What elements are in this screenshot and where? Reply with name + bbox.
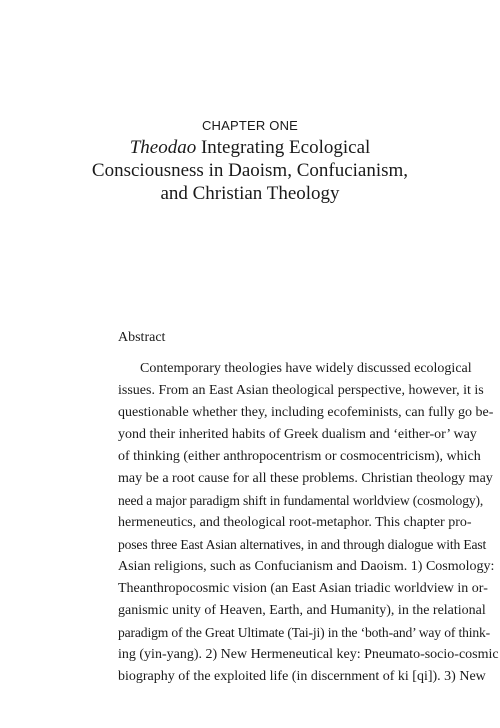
abstract-line: poses three East Asian alternatives, in and through dialogue with East: [118, 537, 487, 552]
chapter-title-text: Integrating Ecological: [196, 137, 371, 158]
abstract-line: biography of the exploited life (in discernment of ki [qi]). 3) New: [118, 669, 486, 684]
abstract-line: Asian religions, such as Confucianism and Daoism. 1) Cosmology:: [118, 559, 495, 574]
chapter-title-italic: Theodao: [129, 137, 197, 158]
abstract-line: may be a root cause for all these problems. Christian theology may: [118, 471, 493, 486]
abstract-line: questionable whether they, including ecofeminists, can fully go be-: [118, 405, 494, 420]
chapter-title-line: Consciousness in Daoism, Confucianism,: [91, 160, 409, 181]
abstract-line: issues. From an East Asian theological perspective, however, it is: [118, 383, 484, 398]
chapter-title: [0, 136, 500, 205]
abstract-line: paradigm of the Great Ultimate (Tai-ji) in the ‘both-and’ way of think-: [118, 625, 491, 640]
abstract-line: of thinking (either anthropocentrism or cosmocentricism), which: [118, 449, 481, 464]
abstract-line: Contemporary theologies have widely discussed ecological: [140, 361, 472, 376]
chapter-title-line: and Christian Theology: [160, 183, 340, 204]
abstract-line: yond their inherited habits of Greek dualism and ‘either-or’ way: [118, 427, 477, 442]
abstract-line: ing (yin-yang). 2) New Hermeneutical key: Pneumato-socio-cosmic: [118, 647, 499, 662]
abstract-line: hermeneutics, and theological root-metaphor. This chapter pro-: [118, 515, 472, 530]
chapter-label: CHAPTER ONE: [201, 118, 299, 133]
abstract-line: ganismic unity of Heaven, Earth, and Humanity), in the relational: [118, 603, 486, 618]
abstract-line: Theanthropocosmic vision (an East Asian triadic worldview in or-: [118, 581, 488, 596]
chapter-title-line: [0, 136, 500, 159]
abstract-line: need a major paradigm shift in fundamental worldview (cosmology),: [118, 493, 484, 508]
abstract-heading: Abstract: [118, 330, 166, 345]
abstract-body: [118, 358, 499, 688]
